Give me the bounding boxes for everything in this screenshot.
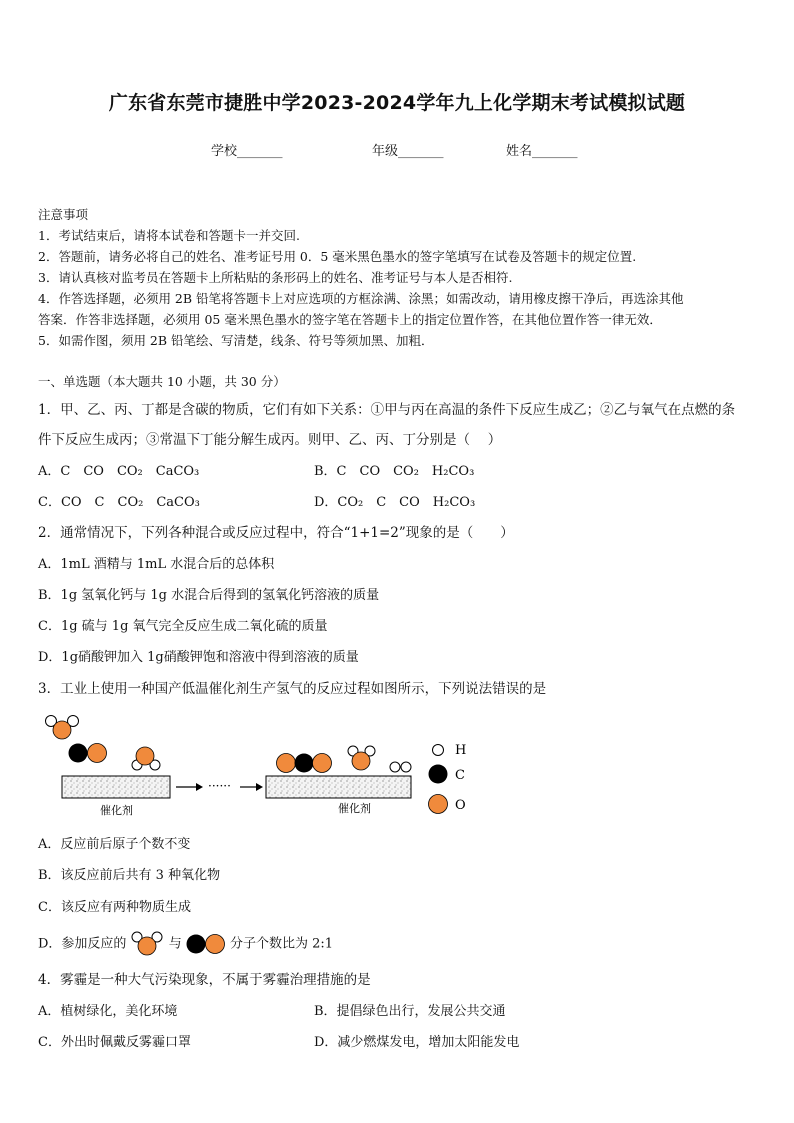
- notice-item: 3．请认真核对监考员在答题卡上所粘贴的条形码上的姓名、准考证号与本人是否相符.: [38, 270, 513, 285]
- name-field: 姓名_______: [506, 144, 578, 159]
- notice-item: 4．作答选择题，必须用 2B 铅笔将答题卡上对应选项的方框涂满、涂黑；如需改动，请用橡皮擦干净后，再选涂其他: [38, 291, 684, 306]
- arrow-head: [256, 783, 263, 791]
- school-field: 学校_______: [211, 144, 283, 159]
- q4-stem: 4．雾霾是一种大气污染现象，不属于雾霾治理措施的是: [38, 972, 371, 988]
- q3-stem: 3．工业上使用一种国产低温催化剂生产氢气的反应过程如图所示，下列说法错误的是: [38, 681, 547, 697]
- legend-c-label: C: [455, 768, 465, 783]
- hydrogen-molecule: [390, 762, 411, 772]
- water-molecule: [46, 716, 79, 740]
- q3-option-d-suffix: 分子个数比为 2:1: [230, 936, 334, 952]
- co-molecule: [69, 744, 107, 763]
- q4-option-c: C．外出时佩戴反雾霾口罩: [38, 1035, 191, 1050]
- co-molecule-icon: [186, 933, 226, 955]
- catalyst-block: [62, 776, 170, 798]
- q1-option-c: C．CO C CO₂ CaCO₃: [38, 495, 200, 510]
- q3-option-d-prefix: D．参加反应的: [38, 936, 127, 952]
- notice-heading: 注意事项: [38, 207, 89, 222]
- legend-c-atom: [429, 765, 448, 784]
- page-title: 广东省东莞市捷胜中学2023-2024学年九上化学期末考试模拟试题: [108, 92, 686, 114]
- q3-option-a: A．反应前后原子个数不变: [38, 837, 191, 852]
- legend-o-atom: [429, 795, 448, 814]
- q1-option-d: D．CO₂ C CO H₂CO₃: [314, 495, 476, 510]
- q3-option-d-mid: 与: [168, 936, 182, 952]
- q4-option-b: B．提倡绿色出行，发展公共交通: [314, 1004, 506, 1019]
- q3-option-c: C．该反应有两种物质生成: [38, 900, 191, 915]
- q1-stem-line1: 1．甲、乙、丙、丁都是含碳的物质，它们有如下关系：①甲与丙在高温的条件下反应生成乙；②乙与氧气在点燃的条: [38, 402, 736, 418]
- arrow-head: [196, 783, 203, 791]
- ellipsis-dots: ······: [208, 779, 231, 793]
- q2-option-a: A．1mL 酒精与 1mL 水混合后的总体积: [38, 557, 275, 572]
- q4-option-d: D．减少燃煤发电，增加太阳能发电: [314, 1035, 520, 1050]
- legend-o-label: O: [455, 798, 466, 813]
- notice-item: 1．考试结束后，请将本试卷和答题卡一并交回.: [38, 228, 300, 243]
- notice-item: 答案．作答非选择题，必须用 05 毫米黑色墨水的签字笔在答题卡上的指定位置作答，在其他位置作答一律无效．: [38, 312, 662, 327]
- water-molecule-icon: [131, 931, 165, 957]
- q4-option-a: A．植树绿化，美化环境: [38, 1004, 178, 1019]
- q3-option-d: [38, 931, 333, 957]
- q2-option-d: D．1g硝酸钾加入 1g硝酸钾饱和溶液中得到溶液的质量: [38, 650, 359, 665]
- catalyst-label: 催化剂: [100, 804, 133, 817]
- q2-option-b: B．1g 氢氧化钙与 1g 水混合后得到的氢氧化钙溶液的质量: [38, 588, 380, 603]
- water-molecule: [132, 747, 160, 770]
- q1-stem-line2: 件下反应生成丙；③常温下丁能分解生成丙。则甲、乙、丙、丁分别是（ ）: [38, 432, 502, 448]
- legend-h-atom: [433, 745, 444, 756]
- catalyst-block: [266, 776, 411, 798]
- legend-h-label: H: [455, 743, 467, 758]
- notice-item: 5．如需作图，须用 2B 铅笔绘、写清楚，线条、符号等须加黑、加粗．: [38, 333, 434, 348]
- q1-option-b: B．C CO CO₂ H₂CO₃: [314, 464, 475, 479]
- grade-field: 年级_______: [372, 144, 444, 159]
- q2-option-c: C．1g 硫与 1g 氧气完全反应生成二氧化硫的质量: [38, 619, 328, 634]
- co2-molecule: [277, 754, 332, 773]
- section-heading: 一、单选题（本大题共 10 小题，共 30 分）: [38, 374, 286, 389]
- q1-option-a: A．C CO CO₂ CaCO₃: [38, 464, 200, 479]
- q3-reaction-diagram: [40, 708, 490, 820]
- notice-item: 2．答题前，请务必将自己的姓名、准考证号用 0．5 毫米黑色墨水的签字笔填写在试卷及答题卡的规定位置.: [38, 249, 637, 264]
- water-molecule: [348, 746, 375, 770]
- catalyst-label: 催化剂: [338, 802, 371, 815]
- q3-option-b: B．该反应前后共有 3 种氧化物: [38, 868, 221, 883]
- q2-stem: 2．通常情况下，下列各种混合或反应过程中，符合“1+1=2”现象的是（ ）: [38, 525, 514, 541]
